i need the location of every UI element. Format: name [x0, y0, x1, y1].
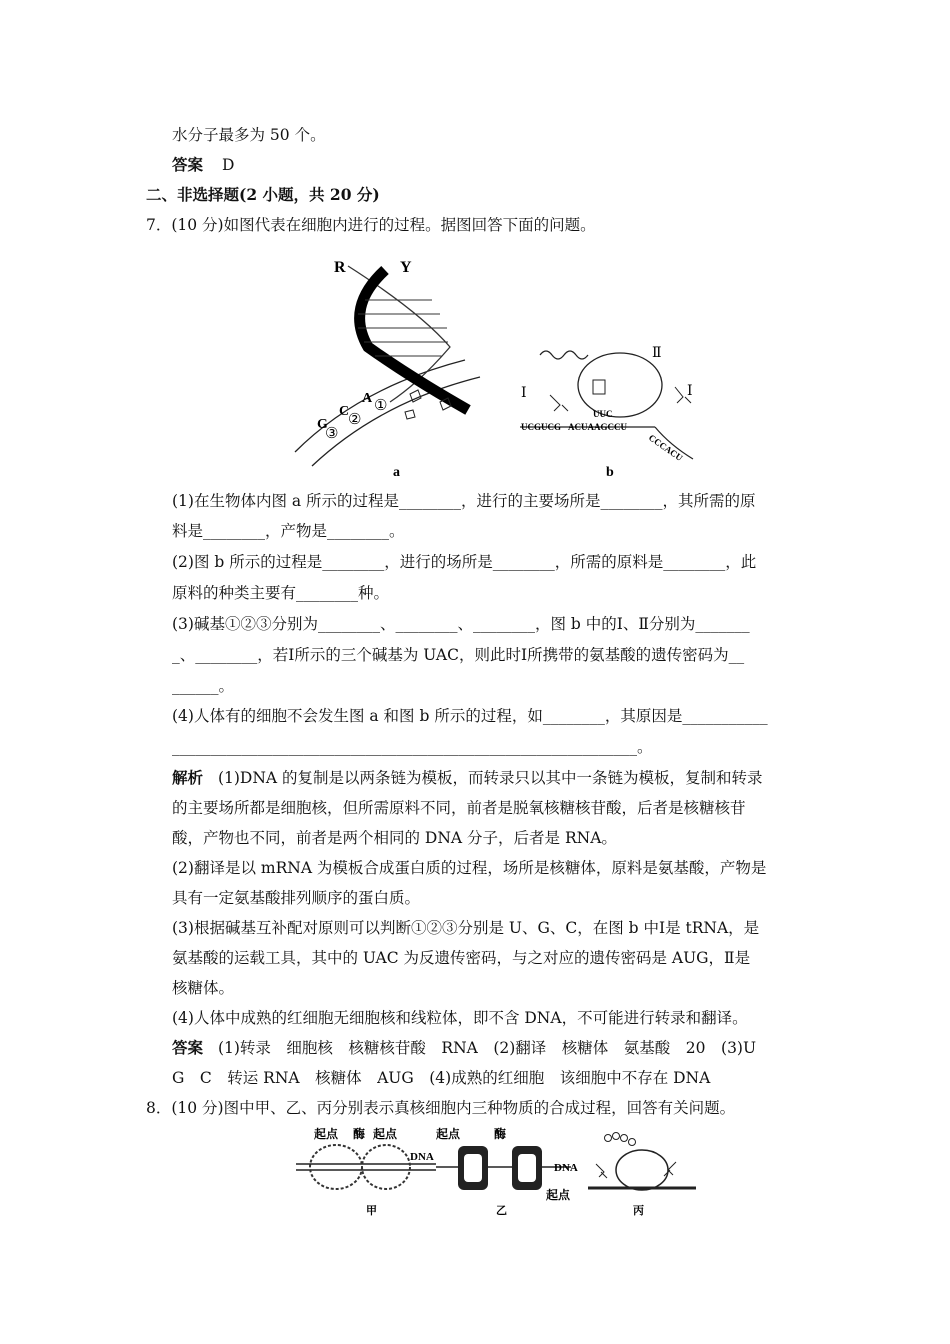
- q7-exp3b: 氨基酸的运载工具，其中的 UAC 为反遗传密码，与之对应的遗传密码是 AUG，Ⅱ是: [172, 949, 751, 967]
- figure-a: [270, 252, 490, 482]
- panel-yi: [436, 1126, 578, 1217]
- peptide-chain: [540, 351, 588, 359]
- figure-q8: [296, 1126, 696, 1221]
- prev-answer: [172, 155, 234, 175]
- q7-sub1a: (1)在生物体内图 a 所示的过程是________，进行的主要场所是________，其所需的原: [172, 492, 756, 510]
- trna-molecules: [596, 1162, 676, 1178]
- q7-exp4: (4)人体中成熟的红细胞无细胞核和线粒体，即不含 DNA，不可能进行转录和翻译。: [172, 1009, 748, 1027]
- label-origin: 起点: [314, 1127, 339, 1141]
- dna-strand-thick: [360, 270, 468, 410]
- circle-1: ①: [374, 398, 388, 414]
- label-origin: 起点: [546, 1188, 571, 1202]
- q7-exp1b: 的主要场所都是细胞核，但所需原料不同，前者是脱氧核糖核苷酸，后者是核糖核苷: [172, 799, 746, 817]
- q7-exp3a: (3)根据碱基互补配对原则可以判断①②③分别是 U、G、C，在图 b 中Ⅰ是 tRNA，是: [172, 919, 760, 937]
- label-Y: Y: [400, 259, 412, 276]
- prev-tail: 水分子最多为 50 个。: [172, 126, 326, 144]
- q7-exp2a: (2)翻译是以 mRNA 为模板合成蛋白质的过程，场所是核糖体，原料是氨基酸，产物是: [172, 859, 767, 877]
- q7-exp1c: 酸，产物也不同，前者是两个相同的 DNA 分子，后者是 RNA。: [172, 829, 617, 847]
- circle-3: ③: [325, 426, 339, 442]
- base-G: G: [317, 417, 328, 432]
- label-dna: DNA: [410, 1151, 434, 1163]
- q7-sub2a: (2)图 b 所示的过程是________，进行的场所是________，所需的原料是________，此: [172, 553, 757, 571]
- q7-sub2b: 原料的种类主要有________种。: [172, 584, 390, 602]
- panel-bing: [588, 1133, 696, 1218]
- amino-acid: [629, 1139, 636, 1146]
- ribosome: [616, 1150, 668, 1190]
- label-dna: DNA: [554, 1162, 578, 1174]
- label-enzyme: 酶: [353, 1127, 366, 1141]
- mrna-right: CCCACU: [646, 432, 685, 464]
- figure-b: [515, 335, 715, 485]
- q7-explanation-1a: [172, 768, 763, 788]
- replication-bubble: [362, 1145, 410, 1189]
- q7-stem: 7．(10 分)如图代表在细胞内进行的过程。据图回答下面的问题。: [146, 216, 596, 234]
- q7-sub3a: (3)碱基①②③分别为________、________、________，图 b 中的Ⅰ、Ⅱ分别为_______: [172, 615, 750, 633]
- label-I-right: Ⅰ: [687, 384, 693, 399]
- q7-answer-b: G C 转运 RNA 核糖体 AUG (4)成熟的红细胞 该细胞中不存在 DNA: [172, 1069, 711, 1087]
- base-A: A: [362, 391, 373, 406]
- amino-acid: [621, 1135, 628, 1142]
- caption-a: a: [393, 465, 400, 480]
- panel-jia: [296, 1126, 436, 1217]
- answer-label: 答案: [172, 1038, 204, 1057]
- label-yi: 乙: [496, 1205, 507, 1217]
- base-C: C: [339, 404, 350, 419]
- amino-acid: [613, 1133, 620, 1140]
- mrna-left: UCGUCG: [521, 422, 561, 432]
- amino-acid: [605, 1135, 612, 1142]
- label-jia: 甲: [366, 1205, 377, 1217]
- transcription-block-inner: [518, 1154, 536, 1182]
- label-II: Ⅱ: [652, 346, 662, 361]
- caption-b: b: [606, 465, 614, 480]
- label-origin: 起点: [436, 1127, 461, 1141]
- q7-sub3c: ______。: [172, 677, 235, 695]
- membrane-arc-inner: [312, 377, 480, 466]
- label-enzyme: 酶: [494, 1127, 507, 1141]
- answer-value: D: [221, 156, 235, 174]
- q7-sub4b: ____________________________________________________________。: [172, 738, 653, 756]
- q8-stem: 8．(10 分)图中甲、乙、丙分别表示真核细胞内三种物质的合成过程，回答有关问题。: [146, 1099, 736, 1117]
- answer-text: (1)转录 细胞核 核糖核苷酸 RNA (2)翻译 核糖体 氨基酸 20 (3)U: [217, 1039, 757, 1057]
- explanation-label: 解析: [172, 768, 204, 787]
- label-R: R: [334, 259, 346, 276]
- ribosome: [578, 353, 662, 417]
- trna-left: [550, 395, 568, 411]
- label-origin: 起点: [373, 1127, 398, 1141]
- q7-sub4a: (4)人体有的细胞不会发生图 a 和图 b 所示的过程，如________，其原因是___________: [172, 707, 768, 725]
- transcription-block-inner: [464, 1154, 482, 1182]
- label-bing: 丙: [633, 1205, 644, 1217]
- q7-answer-a: [172, 1038, 756, 1058]
- circle-2: ②: [348, 412, 362, 428]
- mrna-mid: ACUAAGCCU: [568, 422, 627, 432]
- trna-in-ribosome: [593, 380, 605, 394]
- anticodon: UUC: [593, 409, 613, 419]
- explanation-text: (1)DNA 的复制是以两条链为模板，而转录只以其中一条链为模板，复制和转录: [217, 769, 763, 787]
- q7-exp3c: 核糖体。: [172, 979, 235, 997]
- section-title: 二、非选择题(2 小题，共 20 分): [146, 185, 380, 204]
- q7-exp2b: 具有一定氨基酸排列顺序的蛋白质。: [172, 889, 421, 907]
- label-I-left: Ⅰ: [521, 386, 527, 401]
- answer-label: 答案: [172, 155, 204, 174]
- replication-bubble: [310, 1145, 362, 1189]
- q7-sub1b: 料是________，产物是________。: [172, 522, 405, 540]
- q7-sub3b: _、________，若Ⅰ所示的三个碱基为 UAC，则此时Ⅰ所携带的氨基酸的遗传密码为__: [172, 646, 745, 664]
